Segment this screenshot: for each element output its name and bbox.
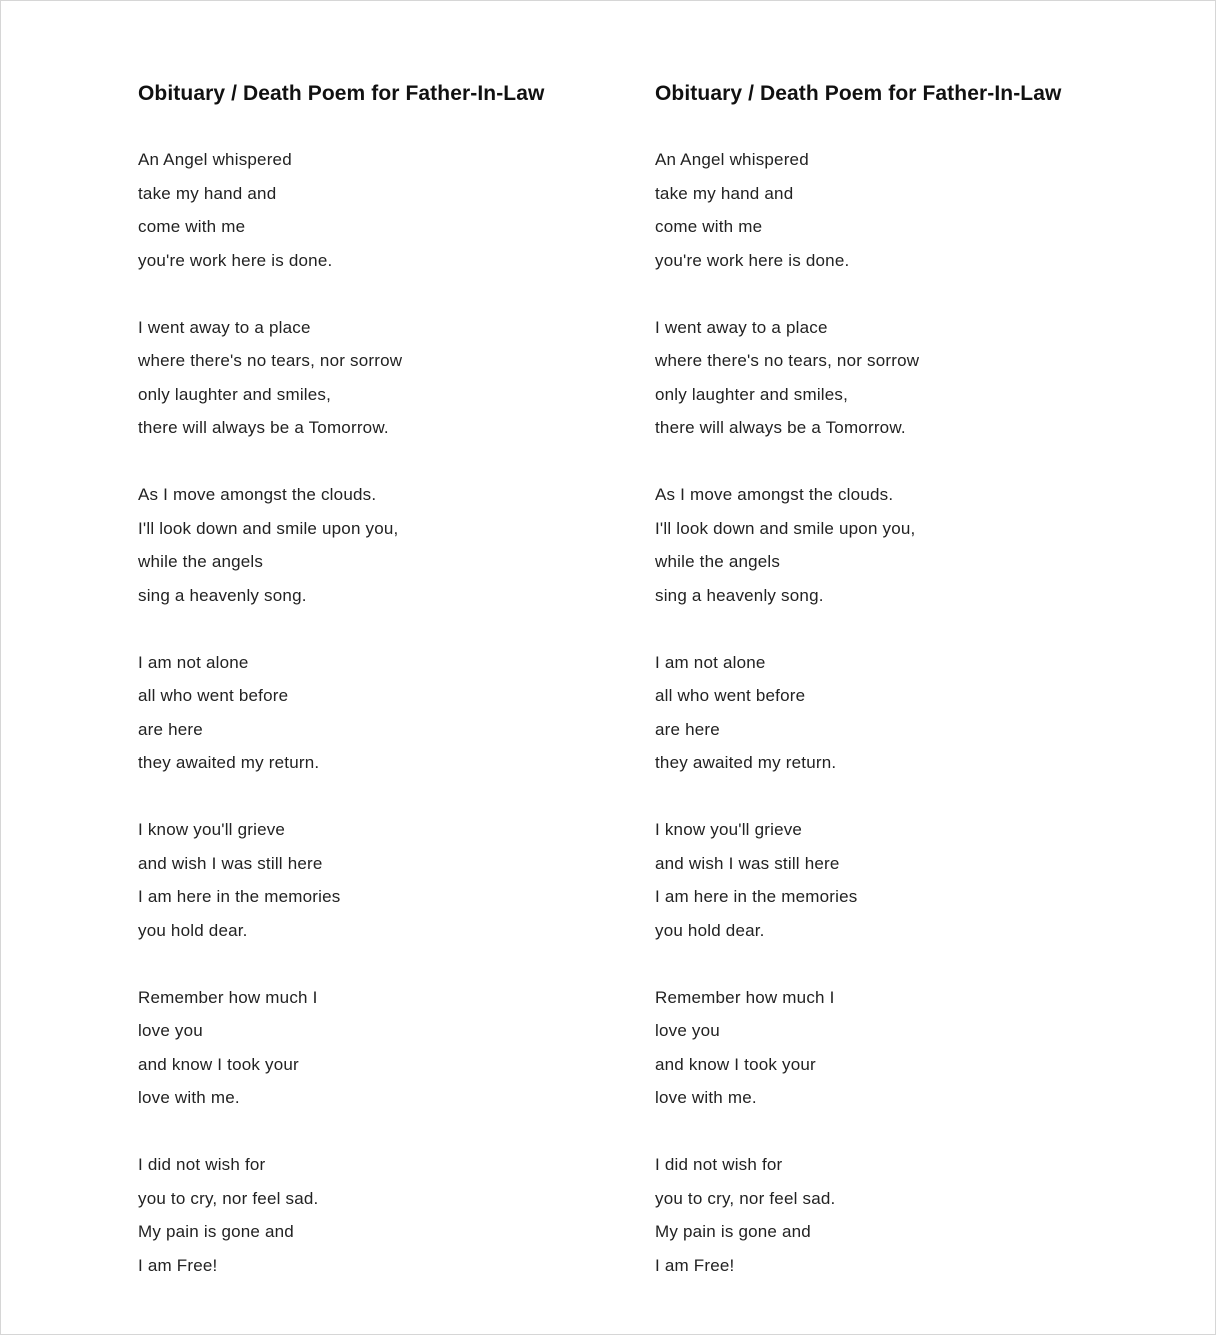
poem-line: and wish I was still here [655, 853, 840, 873]
poem-line: are here [138, 719, 203, 739]
stanza [138, 813, 608, 947]
poem-line: only laughter and smiles, [138, 384, 332, 404]
poem-line: they awaited my return. [138, 753, 320, 772]
poem-line: Remember how much I [655, 987, 835, 1007]
poem-line: sing a heavenly song. [655, 585, 824, 605]
poem-line: An Angel whispered [655, 150, 809, 169]
stanza [138, 1148, 608, 1282]
stanza [655, 311, 1125, 445]
poem-line: come with me [138, 217, 246, 236]
poem-line: while the angels [655, 552, 781, 571]
poem-line: I am not alone [655, 652, 766, 672]
stanza [138, 143, 608, 277]
poem-line: you're work here is done. [138, 250, 333, 270]
poem-line: are here [655, 719, 720, 739]
poem-line: As I move amongst the clouds. [655, 485, 894, 504]
poem-line: An Angel whispered [138, 150, 292, 169]
poem-body [655, 143, 1125, 1282]
stanza [655, 478, 1125, 612]
stanza [138, 981, 608, 1115]
poem-line: they awaited my return. [655, 753, 837, 772]
poem-line: where there's no tears, nor sorrow [655, 351, 920, 370]
poem-line: you're work here is done. [655, 250, 850, 270]
poem-line: love you [655, 1021, 720, 1040]
poem-line: love with me. [655, 1088, 757, 1107]
poem-line: I did not wish for [138, 1155, 266, 1174]
poem-column-right [655, 79, 1125, 1316]
poem-line: and know I took your [138, 1054, 299, 1074]
poem-line: I am Free! [138, 1255, 218, 1275]
poem-line: only laughter and smiles, [655, 384, 849, 404]
poem-line: all who went before [138, 686, 289, 705]
poem-line: you hold dear. [655, 920, 765, 940]
poem-line: I am here in the memories [655, 887, 858, 906]
stanza [138, 311, 608, 445]
stanza [655, 1148, 1125, 1282]
poem-line: and wish I was still here [138, 853, 323, 873]
poem-line: where there's no tears, nor sorrow [138, 351, 403, 370]
poem-line: I know you'll grieve [138, 820, 286, 839]
poem-line: take my hand and [138, 183, 277, 203]
poem-line: come with me [655, 217, 763, 236]
poem-line: you hold dear. [138, 920, 248, 940]
poem-line: I am not alone [138, 652, 249, 672]
poem-title: Obituary / Death Poem for Father-In-Law [655, 82, 1062, 105]
poem-line: My pain is gone and [655, 1222, 811, 1241]
poem-line: I went away to a place [655, 317, 828, 337]
poem-line: Remember how much I [138, 987, 318, 1007]
poem-line: there will always be a Tomorrow. [138, 418, 389, 437]
stanza [655, 646, 1125, 780]
poem-line: I am Free! [655, 1255, 735, 1275]
poem-line: love with me. [138, 1088, 240, 1107]
stanza [138, 478, 608, 612]
poem-line: and know I took your [655, 1054, 816, 1074]
poem-line: As I move amongst the clouds. [138, 485, 377, 504]
poem-line: there will always be a Tomorrow. [655, 418, 906, 437]
poem-line: My pain is gone and [138, 1222, 294, 1241]
stanza [655, 981, 1125, 1115]
poem-line: I did not wish for [655, 1155, 783, 1174]
poem-line: you to cry, nor feel sad. [138, 1188, 319, 1208]
poem-line: love you [138, 1021, 203, 1040]
poem-line: I know you'll grieve [655, 820, 803, 839]
poem-line: take my hand and [655, 183, 794, 203]
stanza [138, 646, 608, 780]
poem-line: sing a heavenly song. [138, 585, 307, 605]
poem-line: I'll look down and smile upon you, [655, 518, 916, 538]
stanza [655, 143, 1125, 277]
poem-line: while the angels [138, 552, 264, 571]
poem-line: I am here in the memories [138, 887, 341, 906]
poem-line: you to cry, nor feel sad. [655, 1188, 836, 1208]
poem-title: Obituary / Death Poem for Father-In-Law [138, 82, 545, 105]
poem-line: all who went before [655, 686, 806, 705]
poem-body [138, 143, 608, 1282]
stanza [655, 813, 1125, 947]
poem-line: I'll look down and smile upon you, [138, 518, 399, 538]
poem-column-left [138, 79, 608, 1316]
poem-line: I went away to a place [138, 317, 311, 337]
